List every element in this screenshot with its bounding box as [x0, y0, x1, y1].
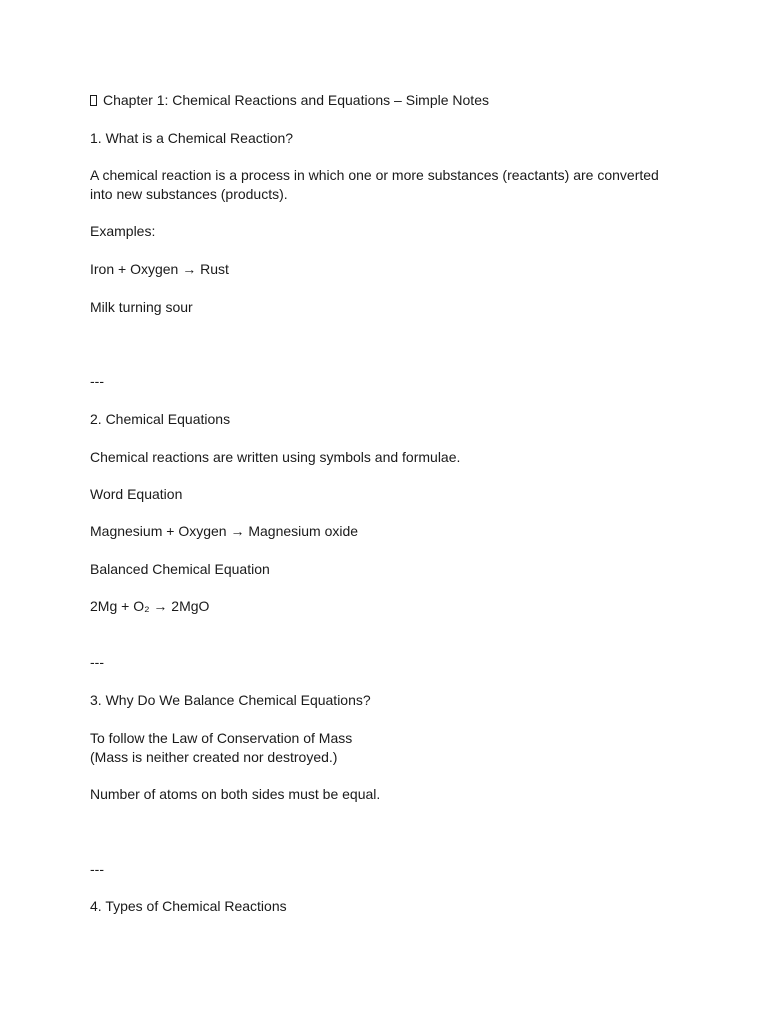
section-3-heading: 3. Why Do We Balance Chemical Equations? — [90, 692, 371, 708]
example-milk-sour: Milk turning sour — [90, 299, 193, 315]
document-title-text: Chapter 1: Chemical Reactions and Equations – Simple Notes — [103, 92, 489, 108]
divider-2: --- — [90, 654, 104, 670]
word-equation-label: Word Equation — [90, 486, 183, 502]
divider-1: --- — [90, 373, 104, 389]
section-3-atoms-rule: Number of atoms on both sides must be equal. — [90, 786, 381, 802]
divider-3: --- — [90, 861, 104, 877]
section-3-reason-line-1: To follow the Law of Conservation of Mass — [90, 730, 353, 746]
section-2-intro: Chemical reactions are written using symbols and formulae. — [90, 449, 461, 465]
section-3-reason-line-2: (Mass is neither created nor destroyed.) — [90, 749, 338, 765]
balanced-equation: 2Mg + O₂ → 2MgO — [90, 598, 210, 614]
section-2-heading: 2. Chemical Equations — [90, 411, 231, 427]
missing-glyph-icon — [90, 95, 97, 106]
balanced-equation-label: Balanced Chemical Equation — [90, 561, 270, 577]
examples-label: Examples: — [90, 223, 156, 239]
section-1-definition-line-2: into new substances (products). — [90, 186, 288, 202]
section-1-definition-line-1: A chemical reaction is a process in which one or more substances (reactants) are converted — [90, 167, 659, 183]
example-iron-rust: Iron + Oxygen → Rust — [90, 261, 229, 277]
word-equation: Magnesium + Oxygen → Magnesium oxide — [90, 523, 359, 539]
section-4-heading: 4. Types of Chemical Reactions — [90, 898, 287, 914]
document-title — [90, 91, 489, 110]
section-1-heading: 1. What is a Chemical Reaction? — [90, 130, 294, 146]
